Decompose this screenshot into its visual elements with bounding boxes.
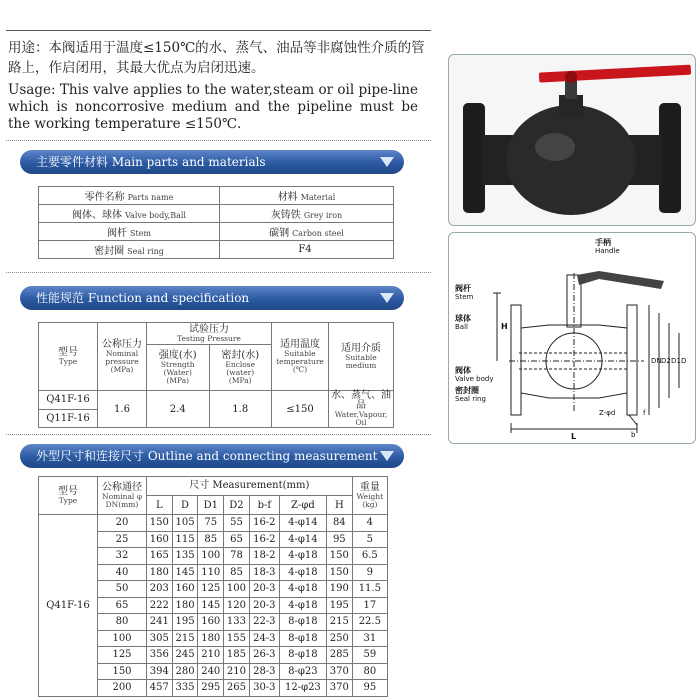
table-cell: 16-2 (249, 515, 279, 532)
table-row (39, 515, 388, 532)
section-bar-parts (20, 150, 404, 174)
table-cell: 133 (224, 614, 250, 631)
table-cell: 120 (224, 597, 250, 614)
table-cell: 4-φ14 (279, 531, 326, 548)
section-title-en: Function and specification (87, 291, 250, 305)
dim-header-measurement: 尺寸 Measurement(mm) (147, 477, 353, 496)
table-cell: 100 (98, 630, 147, 647)
table-cell: 240 (198, 663, 224, 680)
section-title-en: Outline and connecting measurement (147, 449, 378, 463)
dim-H: H (501, 322, 508, 331)
table-cell: 110 (198, 564, 224, 581)
spec-header-temp: 适用温度 Suitable temperature (℃) (272, 323, 329, 391)
table-row: 阀体、球体 Valve body,Ball 灰铸铁 Grey iron (39, 205, 394, 223)
table-cell: 85 (198, 531, 224, 548)
section-bar-outline (20, 444, 404, 468)
table-cell: 16-2 (249, 531, 279, 548)
table-cell: 26-3 (249, 647, 279, 664)
usage-chinese: 用途：本阀适用于温度≤150℃的水、蒸气、油品等非腐蚀性介质的管路上，作启闭用，其最大优点为启闭迅速。 (8, 40, 425, 76)
table-cell: 95 (326, 531, 352, 548)
table-cell: 335 (172, 680, 198, 697)
table-cell: 180 (147, 564, 173, 581)
table-cell: 84 (326, 515, 352, 532)
parts-table (38, 186, 394, 259)
table-cell: 28-3 (249, 663, 279, 680)
label-handle-cn: 手柄 (595, 238, 611, 247)
table-cell: 145 (172, 564, 198, 581)
section-bar-function (20, 286, 404, 310)
table-cell: 370 (326, 680, 352, 697)
table-cell: 11.5 (352, 581, 387, 598)
table-cell: 165 (147, 548, 173, 565)
table-row: 密封圈 Seal ring F4 (39, 241, 394, 259)
spec-header-medium: 适用介质 Suitable medium (329, 323, 394, 391)
top-divider (6, 30, 431, 31)
table-cell: 9 (352, 564, 387, 581)
table-cell: 195 (172, 614, 198, 631)
table-cell: 85 (224, 564, 250, 581)
table-cell: 4-φ18 (279, 564, 326, 581)
label-ball-cn: 球体 (455, 314, 471, 323)
table-cell: 222 (147, 597, 173, 614)
table-cell: 305 (147, 630, 173, 647)
table-cell: 215 (172, 630, 198, 647)
table-cell: 150 (147, 515, 173, 532)
table-cell: 4-φ14 (279, 515, 326, 532)
table-cell: 190 (326, 581, 352, 598)
section-title-cn: 外型尺寸和连接尺寸 (36, 449, 145, 463)
dim-header-dn: 公称通径 Nominal φ DN(mm) (98, 477, 147, 515)
table-cell: 203 (147, 581, 173, 598)
table-cell: 185 (224, 647, 250, 664)
spec-header-test: 试验压力 Testing Pressure (147, 323, 272, 345)
table-cell: 4 (352, 515, 387, 532)
table-cell: 457 (147, 680, 173, 697)
dim-f: f (643, 409, 646, 417)
dotted-divider (6, 140, 431, 141)
label-body-en: Valve body (455, 375, 494, 383)
section-title-cn: 主要零件材料 (36, 155, 109, 169)
label-handle-en: Handle (595, 247, 620, 255)
section-title-en: Main parts and materials (111, 155, 266, 169)
table-cell: 285 (326, 647, 352, 664)
table-cell: 65 (224, 531, 250, 548)
table-cell: 95 (352, 680, 387, 697)
table-cell: 80 (352, 663, 387, 680)
table-cell: 125 (98, 647, 147, 664)
table-cell: 160 (147, 531, 173, 548)
dim-header-weight: 重量 Weight (kg) (352, 477, 387, 515)
table-cell: 20 (98, 515, 147, 532)
table-cell: 5 (352, 531, 387, 548)
spec-table (38, 322, 394, 428)
spec-header-enclose: 密封(水) Enclose (water) (MPa) (209, 345, 272, 391)
table-cell: 30-3 (249, 680, 279, 697)
dim-zd: Z-φd (599, 409, 616, 417)
table-cell: 31 (352, 630, 387, 647)
table-cell: 250 (326, 630, 352, 647)
table-cell: 8-φ18 (279, 630, 326, 647)
table-cell: 78 (224, 548, 250, 565)
table-cell: 210 (198, 647, 224, 664)
table-cell: 370 (326, 663, 352, 680)
table-cell: 265 (224, 680, 250, 697)
spec-header-strength: 强度(水) Strength (Water) (MPa) (147, 345, 210, 391)
table-cell: 65 (98, 597, 147, 614)
parts-header-material: 材料 Material (220, 187, 394, 205)
table-cell: 195 (326, 597, 352, 614)
table-cell: 40 (98, 564, 147, 581)
table-cell: 8-φ18 (279, 614, 326, 631)
parts-header-name: 零件名称 Parts name (39, 187, 220, 205)
table-cell: 8-φ23 (279, 663, 326, 680)
spec-header-pn: 公称压力 Nominal pressure (MPa) (98, 323, 147, 391)
table-cell: 32 (98, 548, 147, 565)
table-cell: 180 (172, 597, 198, 614)
label-body-cn: 阀体 (455, 366, 471, 375)
table-row: 阀杆 Stem 碳钢 Carbon steel (39, 223, 394, 241)
table-cell: 160 (198, 614, 224, 631)
label-stem-en: Stem (455, 293, 474, 301)
dimension-table: 型号 Type 公称通径 Nominal φ DN(mm) 尺寸 Measurement(mm) 重量 Weight (kg) L D D1 D2 b-f Z-φd H Q41F-16 20 150 105 75 55 16-2 4-φ14 84 4 25 160 115 85 65 16-2 4-φ14 95 5 32 165 135 100 78 18-2 4-φ18 150 6.5 40 180 145 110 85 18-3 4-φ18 150 9 50 203 160 125 100 20-3 4-φ18 190 11.5 65 222 180 145 120 20-3 4-φ18 195 17 80 241 195 160 133 22-3 8-φ18 215 22.5 100 305 215 180 155 24-3 8-φ18 250 31 125 356 245 210 185 26-3 8-φ18 285 59 150 394 280 240 210 28-3 8-φ23 370 80 200 457 335 295 265 30-3 12-φ23 370 95 (38, 476, 388, 697)
table-cell: 394 (147, 663, 173, 680)
valve-drawing (448, 232, 696, 444)
table-cell: 295 (198, 680, 224, 697)
chevron-down-icon (380, 451, 394, 461)
table-cell: 356 (147, 647, 173, 664)
table-cell: 18-2 (249, 548, 279, 565)
dim-header-type: 型号 Type (39, 477, 98, 515)
table-cell: 155 (224, 630, 250, 647)
table-cell: 4-φ18 (279, 548, 326, 565)
table-cell: 115 (172, 531, 198, 548)
spec-header-type: 型号 Type (39, 323, 98, 391)
table-cell: 4-φ18 (279, 581, 326, 598)
chevron-down-icon (380, 157, 394, 167)
table-cell: 100 (224, 581, 250, 598)
table-cell: 4-φ18 (279, 597, 326, 614)
table-cell: 59 (352, 647, 387, 664)
table-cell: 17 (352, 597, 387, 614)
table-cell: 125 (198, 581, 224, 598)
table-cell: 241 (147, 614, 173, 631)
label-ball-en: Ball (455, 323, 468, 331)
table-cell: 55 (224, 515, 250, 532)
dim-DN: DN (651, 357, 662, 365)
table-row: Q11F-16 (39, 409, 394, 428)
dim-table-body (39, 515, 388, 697)
table-cell: 22-3 (249, 614, 279, 631)
table-cell: 8-φ18 (279, 647, 326, 664)
table-cell: 24-3 (249, 630, 279, 647)
table-cell: 135 (172, 548, 198, 565)
table-cell: 150 (326, 548, 352, 565)
dotted-divider (6, 434, 431, 435)
dim-D: D (681, 357, 687, 365)
table-row: Q41F-16 1.6 2.4 1.8 ≤150 水、蒸气、油品 Water,Vapour, Oil (39, 391, 394, 410)
table-cell: 150 (98, 663, 147, 680)
label-seal-en: Seal ring (455, 395, 486, 403)
table-cell: 50 (98, 581, 147, 598)
valve-photo (448, 54, 696, 226)
dim-L: L (571, 432, 577, 441)
table-cell: 245 (172, 647, 198, 664)
label-stem-cn: 阀杆 (455, 284, 471, 293)
table-cell: 22.5 (352, 614, 387, 631)
dim-type-cell: Q41F-16 (39, 515, 98, 697)
table-cell: 18-3 (249, 564, 279, 581)
table-cell: 6.5 (352, 548, 387, 565)
dim-b: b (631, 431, 636, 439)
table-cell: 80 (98, 614, 147, 631)
table-cell: 150 (326, 564, 352, 581)
table-cell: 280 (172, 663, 198, 680)
table-cell: 12-φ23 (279, 680, 326, 697)
table-cell: 180 (198, 630, 224, 647)
dim-D2: D2 (661, 357, 671, 365)
table-cell: 100 (198, 548, 224, 565)
label-seal-cn: 密封圈 (455, 386, 479, 395)
table-cell: 215 (326, 614, 352, 631)
table-cell: 145 (198, 597, 224, 614)
dim-D1: D1 (671, 357, 681, 365)
usage-english: Usage: This valve applies to the water,steam or oil pipe-line which is noncorrosive medium and the pipeline must be the working temperature ≤150℃. (8, 82, 418, 132)
table-cell: 160 (172, 581, 198, 598)
table-cell: 20-3 (249, 581, 279, 598)
table-cell: 210 (224, 663, 250, 680)
section-title-cn: 性能规范 (36, 291, 85, 305)
table-cell: 105 (172, 515, 198, 532)
table-cell: 200 (98, 680, 147, 697)
table-cell: 20-3 (249, 597, 279, 614)
table-cell: 25 (98, 531, 147, 548)
dotted-divider (6, 272, 431, 273)
chevron-down-icon (380, 293, 394, 303)
table-cell: 75 (198, 515, 224, 532)
